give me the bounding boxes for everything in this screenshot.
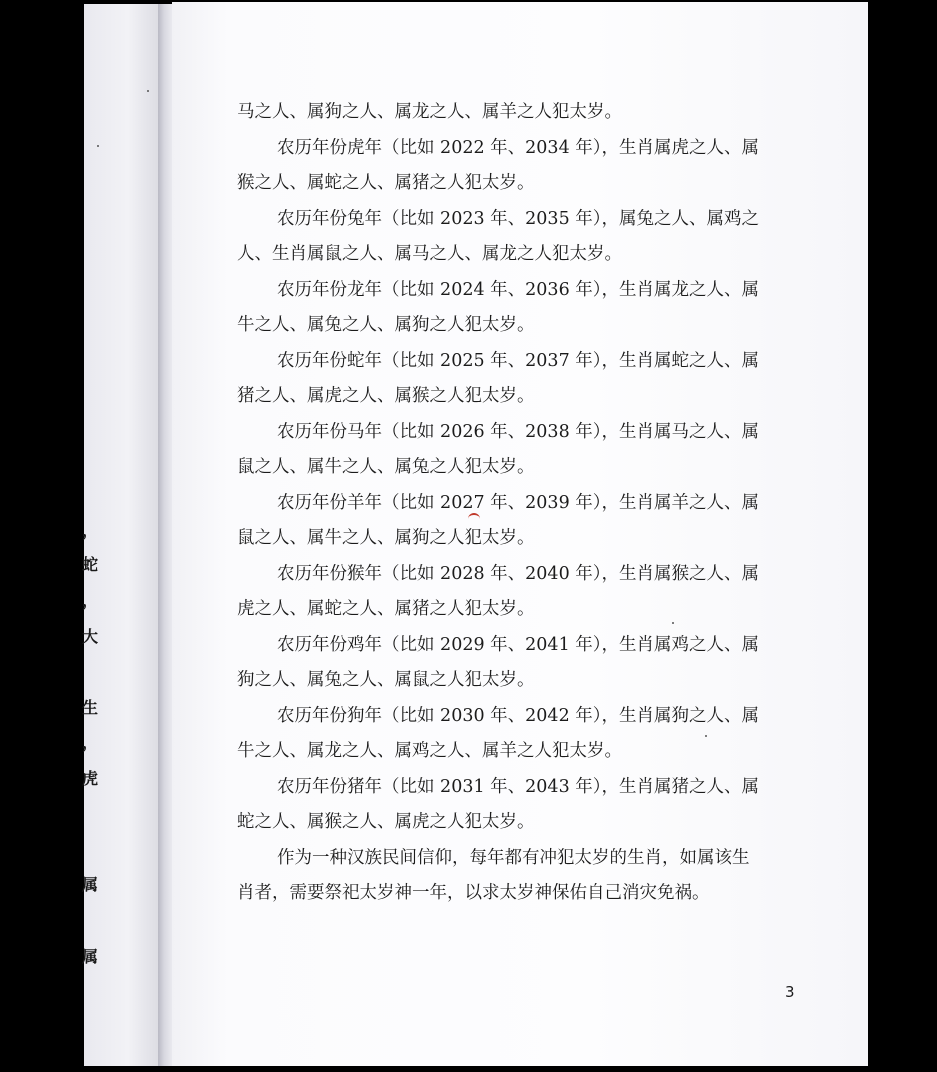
- scan-speck: [705, 735, 707, 737]
- prev-page-fragment: ，: [82, 522, 98, 540]
- prev-page-fragment: 属: [82, 876, 98, 894]
- prev-page-fragment: 蛇: [82, 556, 98, 574]
- text-line: 虎之人、属蛇之人、属猪之人犯太岁。: [237, 599, 535, 619]
- scan-speck: [147, 90, 149, 92]
- text-line: 鼠之人、属牛之人、属兔之人犯太岁。: [237, 457, 535, 477]
- text-line: 农历年份兔年（比如 2023 年、2035 年），属兔之人、属鸡之: [277, 208, 760, 229]
- prev-page-fragment: 生: [82, 699, 98, 717]
- text-line: 农历年份蛇年（比如 2025 年、2037 年），生肖属蛇之人、属: [277, 350, 760, 371]
- text-line: 农历年份龙年（比如 2024 年、2036 年），生肖属龙之人、属: [277, 279, 760, 300]
- text-line: 农历年份虎年（比如 2022 年、2034 年），生肖属虎之人、属: [277, 137, 760, 158]
- text-line: 蛇之人、属猴之人、属虎之人犯太岁。: [237, 812, 535, 832]
- text-line: 牛之人、属兔之人、属狗之人犯太岁。: [237, 315, 535, 335]
- page-number: 3: [785, 983, 795, 1001]
- text-line: 人、生肖属鼠之人、属马之人、属龙之人犯太岁。: [237, 244, 622, 264]
- prev-page-fragment: 属: [82, 948, 98, 966]
- text-line: 猪之人、属虎之人、属猴之人犯太岁。: [237, 386, 535, 406]
- scan-speck: [672, 622, 674, 624]
- text-line: 狗之人、属兔之人、属鼠之人犯太岁。: [237, 670, 535, 690]
- text-line: 农历年份马年（比如 2026 年、2038 年），生肖属马之人、属: [277, 421, 760, 442]
- scan-speck: [97, 145, 99, 147]
- text-line: 农历年份羊年（比如 2027 年、2039 年），生肖属羊之人、属: [277, 492, 760, 513]
- text-line: 马之人、属狗之人、属龙之人、属羊之人犯太岁。: [237, 102, 622, 122]
- text-line: 农历年份猴年（比如 2028 年、2040 年），生肖属猴之人、属: [277, 563, 760, 584]
- prev-page-fragment: 大: [82, 628, 98, 646]
- text-line: 农历年份鸡年（比如 2029 年、2041 年），生肖属鸡之人、属: [277, 634, 760, 655]
- prev-page-fragment: ，: [82, 592, 98, 610]
- text-line: 肖者，需要祭祀太岁神一年，以求太岁神保佑自己消灾免祸。: [237, 883, 710, 903]
- text-line: 农历年份狗年（比如 2030 年、2042 年），生肖属狗之人、属: [277, 705, 760, 726]
- text-line: 鼠之人、属牛之人、属狗之人犯太岁。: [237, 528, 535, 548]
- text-line: 作为一种汉族民间信仰，每年都有冲犯太岁的生肖，如属该生: [277, 847, 750, 868]
- prev-page-fragment: ，: [82, 734, 98, 752]
- text-line: 牛之人、属龙之人、属鸡之人、属羊之人犯太岁。: [237, 741, 622, 761]
- prev-page-fragment: 虎: [82, 770, 98, 788]
- text-line: 农历年份猪年（比如 2031 年、2043 年），生肖属猪之人、属: [277, 776, 760, 797]
- text-line: 猴之人、属蛇之人、属猪之人犯太岁。: [237, 173, 535, 193]
